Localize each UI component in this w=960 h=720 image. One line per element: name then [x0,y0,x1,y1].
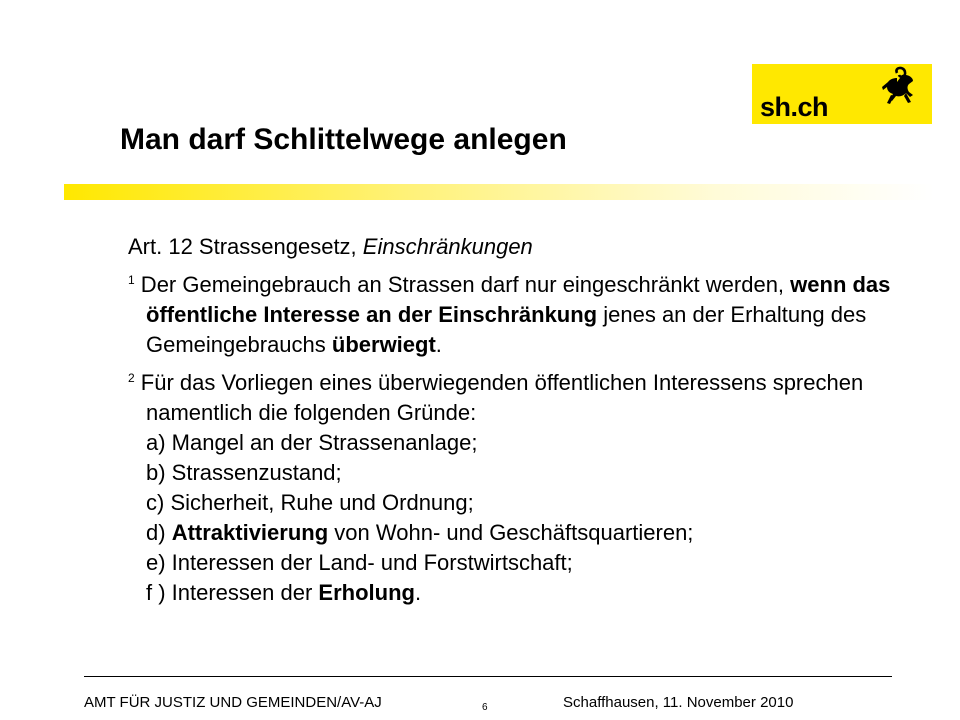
list-item [146,458,928,488]
ram-icon [880,66,922,110]
paragraph-1-text-c: . [435,332,442,357]
list-item [146,488,928,518]
slide-body [128,232,928,608]
list-item [146,428,928,458]
paragraph-1-text-a: Der Gemeingebrauch an Strassen darf nur eingeschränkt werden, [134,272,791,297]
law-reference-prefix: Art. 12 Strassengesetz, [128,234,363,259]
paragraph-2-intro [128,368,928,428]
list-item-bold: Attraktivierung [171,520,329,545]
footer-department: AMT FÜR JUSTIZ UND GEMEINDEN/AV-AJ [84,694,382,711]
paragraph-1-bold-a: wenn das öffentliche Interesse an der Einschränkung [146,272,891,327]
paragraph-2-number: 2 [128,371,135,385]
paragraph-2 [128,368,928,608]
list-item-text: a) Mangel an der Strassenanlage; [146,430,478,455]
list-item [146,518,928,548]
list-item-suffix: . [414,580,422,605]
list-item-text: f ) Interessen der [146,580,319,605]
footer-divider [84,676,892,677]
law-reference [128,232,928,262]
list-item-bold: Erholung [318,580,415,605]
paragraph-1-number: 1 [128,273,135,287]
paragraph-2-text: Für das Vorliegen eines überwiegenden öffentlichen Interessens sprechen namentlich die folgenden Gründe: [134,370,864,425]
list-item-text: b) Strassenzustand; [146,460,342,485]
paragraph-1-bold-b: überwiegt [331,332,436,357]
title-underline-bar [64,184,934,200]
slide-title: Man darf Schlittelwege anlegen [120,123,567,156]
list-item-text: e) Interessen der Land- und Forstwirtschaft; [146,550,573,575]
sh-ch-logo [752,64,932,124]
paragraph-1-text-b: jenes an der Erhaltung des Gemeingebrauchs [146,302,867,357]
list-item [146,548,928,578]
paragraph-1 [128,270,928,360]
reasons-list [146,428,928,608]
footer-date: Schaffhausen, 11. November 2010 [563,694,794,711]
list-item-suffix: von Wohn- und Geschäftsquartieren; [328,520,694,545]
list-item [146,578,928,608]
list-item-text: d) [146,520,172,545]
footer-page-number: 6 [482,702,488,713]
logo-text: sh.ch [760,92,829,122]
law-reference-title: Einschränkungen [362,234,533,259]
list-item-text: c) Sicherheit, Ruhe und Ordnung; [146,490,474,515]
